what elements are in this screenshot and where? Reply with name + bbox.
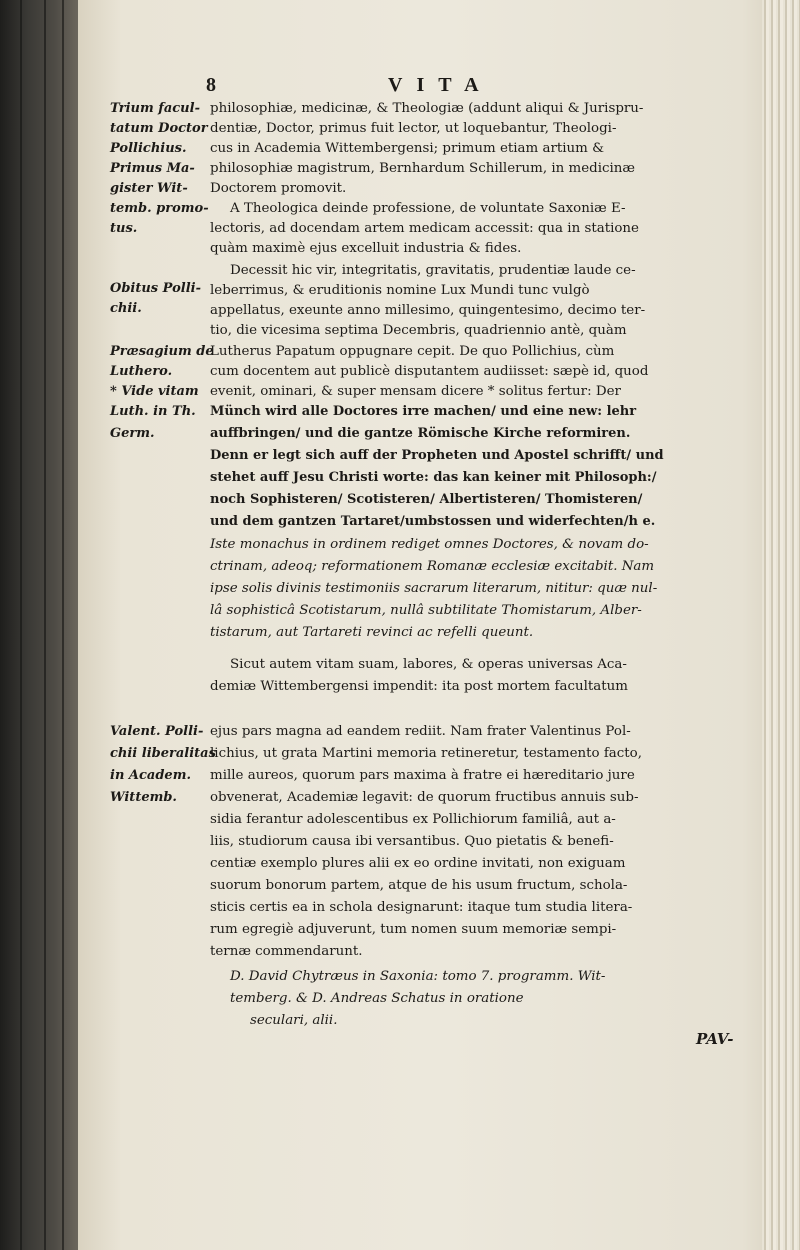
body-line: philosophiæ, medicinæ, & Theologiæ (addunt aliqui & Jurispru-	[210, 101, 644, 116]
body-line: cum docentem aut publicè disputantem audiisset: sæpè id, quod	[210, 364, 649, 379]
margin-note: tatum Doctor	[110, 121, 208, 136]
margin-note: Trium facul-	[110, 101, 200, 116]
body-line: lichius, ut grata Martini memoria retineretur, testamento facto,	[210, 746, 642, 761]
body-line: sticis certis ea in schola designarunt: itaque tum studia litera-	[210, 900, 633, 915]
margin-note: Valent. Polli-	[110, 724, 204, 739]
running-title: VITA	[388, 74, 493, 96]
body-line: Decessit hic vir, integritatis, gravitatis, prudentiæ laude ce-	[230, 263, 636, 278]
body-line: lâ sophisticâ Scotistarum, nullâ subtilitate Thomistarum, Alber-	[210, 603, 642, 618]
body-line: Münch wird alle Doctores irre machen/ und eine new: lehr	[210, 404, 637, 419]
margin-note: Wittemb.	[110, 790, 177, 805]
margin-note: in Academ.	[110, 768, 191, 783]
body-line: Lutherus Papatum oppugnare cepit. De quo Pollichius, cùm	[210, 344, 615, 359]
margin-note: chii.	[110, 301, 142, 316]
body-line: A Theologica deinde professione, de voluntate Saxoniæ E-	[230, 201, 626, 216]
body-line: sidia ferantur adolescentibus ex Pollichiorum familiâ, aut a-	[210, 812, 616, 827]
body-line: tistarum, aut Tartareti revinci ac refelli queunt.	[210, 625, 534, 640]
body-line: evenit, ominari, & super mensam dicere * solitus fertur: Der	[210, 384, 621, 399]
body-line: ctrinam, adeoq; reformationem Romanæ ecclesiæ excitabit. Nam	[210, 559, 655, 574]
body-line: Doctorem promovit.	[210, 181, 347, 196]
margin-note: Luth. in Th.	[110, 404, 196, 419]
body-line: Iste monachus in ordinem rediget omnes Doctores, & novam do-	[210, 537, 649, 552]
body-line: Sicut autem vitam suam, labores, & operas universas Aca-	[230, 657, 627, 672]
body-line: leberrimus, & eruditionis nomine Lux Mundi tunc vulgò	[210, 283, 590, 298]
body-line: stehet auff Jesu Christi worte: das kan keiner mit Philosoph:/	[210, 470, 657, 485]
book-page	[78, 0, 800, 1250]
margin-note: Præsagium de	[110, 344, 214, 359]
margin-note: Obitus Polli-	[110, 281, 201, 296]
body-line: ipse solis divinis testimoniis sacrarum literarum, nititur: quæ nul-	[210, 581, 658, 596]
body-line: dentiæ, Doctor, primus fuit lector, ut loquebantur, Theologi-	[210, 121, 617, 136]
body-line: obvenerat, Academiæ legavit: de quorum fructibus annuis sub-	[210, 790, 639, 805]
page-text	[78, 0, 800, 1250]
citation-line: D. David Chytræus in Saxonia: tomo 7. programm. Wit-	[230, 969, 606, 984]
body-line: lectoris, ad docendam artem medicam accessit: qua in statione	[210, 221, 639, 236]
body-line: quàm maximè ejus excelluit industria & fides.	[210, 241, 522, 256]
margin-note: Pollichius.	[110, 141, 187, 156]
margin-note: temb. promo-	[110, 201, 209, 216]
citation-line: temberg. & D. Andreas Schatus in oratione	[230, 991, 524, 1006]
body-line: centiæ exemplo plures alii ex eo ordine invitati, non exiguam	[210, 856, 626, 871]
body-line: philosophiæ magistrum, Bernhardum Schillerum, in medicinæ	[210, 161, 635, 176]
body-line: rum egregiè adjuverunt, tum nomen suum memoriæ sempi-	[210, 922, 617, 937]
body-line: mille aureos, quorum pars maxima à fratre ei hæreditario jure	[210, 768, 635, 783]
body-line: ejus pars magna ad eandem rediit. Nam frater Valentinus Pol-	[210, 724, 631, 739]
body-line: noch Sophisteren/ Scotisteren/ Albertisteren/ Thomisteren/	[210, 492, 643, 507]
margin-note: gister Wit-	[110, 181, 188, 196]
citation-line: seculari, alii.	[250, 1013, 338, 1028]
margin-note: tus.	[110, 221, 138, 236]
margin-note: Germ.	[110, 426, 155, 441]
body-line: suorum bonorum partem, atque de his usum fructum, schola-	[210, 878, 628, 893]
margin-note: * Vide vitam	[110, 384, 199, 399]
margin-note: Luthero.	[110, 364, 173, 379]
body-line: Denn er legt sich auff der Propheten und Apostel schrifft/ und	[210, 448, 664, 463]
body-line: demiæ Wittembergensi impendit: ita post mortem facultatum	[210, 679, 628, 694]
body-line: ternæ commendarunt.	[210, 944, 363, 959]
catchword: PAV-	[696, 1030, 734, 1048]
book-gutter	[0, 0, 78, 1250]
margin-note: chii liberalitas	[110, 746, 216, 761]
body-line: appellatus, exeunte anno millesimo, quingentesimo, decimo ter-	[210, 303, 646, 318]
margin-note: Primus Ma-	[110, 161, 195, 176]
body-line: auffbringen/ und die gantze Römische Kirche reformiren.	[210, 426, 631, 441]
body-line: cus in Academia Wittembergensi; primum etiam artium &	[210, 141, 605, 156]
body-line: und dem gantzen Tartaret/umbstossen und widerfechten/h e.	[210, 514, 656, 529]
body-line: tio, die vicesima septima Decembris, quadriennio antè, quàm	[210, 323, 627, 338]
body-line: liis, studiorum causa ibi versantibus. Quo pietatis & benefi-	[210, 834, 614, 849]
page-number: 8	[206, 74, 218, 96]
